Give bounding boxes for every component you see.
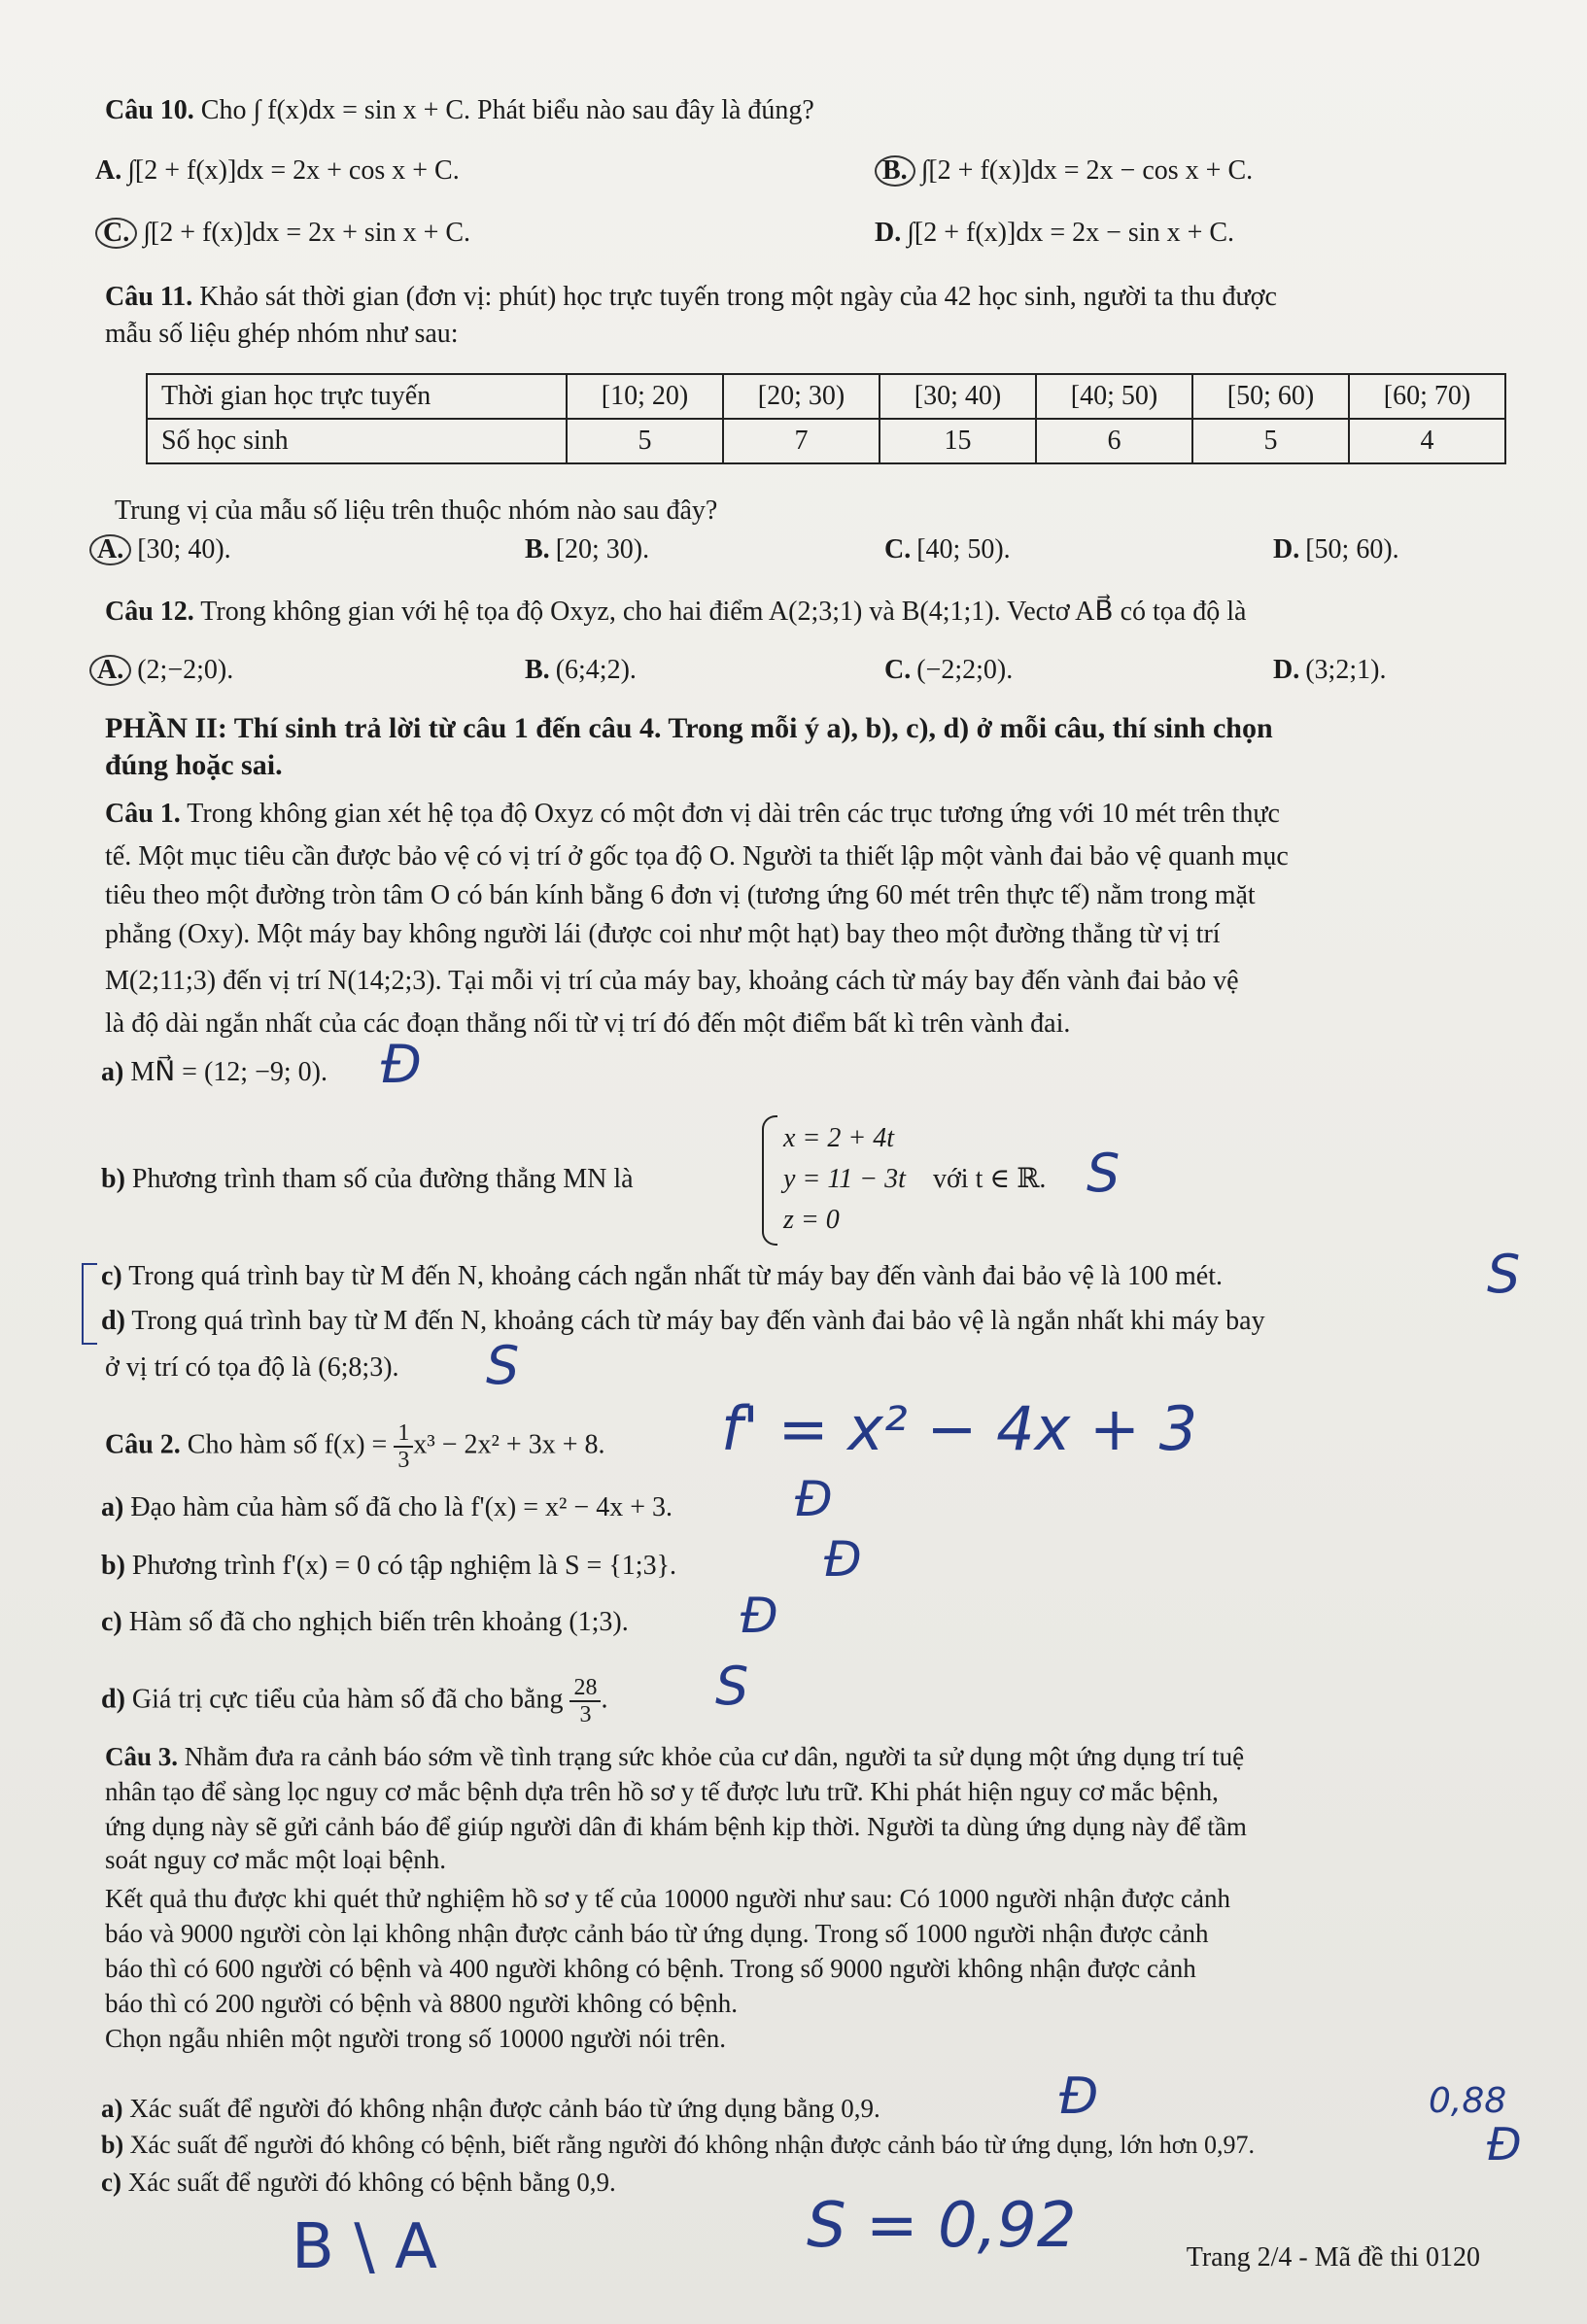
table-cell: 5 (567, 419, 723, 463)
handwritten-mark: Đ (1487, 2118, 1522, 2170)
part2-q3-line-2: nhân tạo để sàng lọc nguy cơ mắc bệnh dựa trên hồ sơ y tế được lưu trữ. Khi phát hiện nguy cơ mắc bệnh, (105, 1777, 1219, 1806)
param-eq-y: y = 11 − 3t (783, 1164, 906, 1194)
fraction: $\frac{28}{3}$ (569, 1675, 601, 1727)
q10-option-b[interactable]: B. ∫[2 + f(x)]dx = 2x − cos x + C. (875, 154, 1253, 188)
part2-q3-line-5: Kết quả thu được khi quét thử nghiệm hồ sơ y tế của 10000 người như sau: Có 1000 người nhận được cảnh (105, 1884, 1231, 1913)
handwritten-mark: S (486, 1335, 520, 1396)
part2-q1-statement-c[interactable]: c) Trong quá trình bay từ M đến N, khoảng cách ngắn nhất từ máy bay đến vành đai bảo vệ là 100 mét. (101, 1261, 1223, 1291)
part2-q2-stem: Câu 2. Cho hàm số f(x) = $\frac{1}{3}$ x³ − 2x² + 3x + 8. (105, 1420, 605, 1473)
q11-option-a[interactable]: A. [30; 40). (89, 532, 231, 567)
part2-q2-statement-c[interactable]: c) Hàm số đã cho nghịch biến trên khoảng (1;3). (101, 1607, 629, 1637)
part2-q1-statement-b[interactable]: b) Phương trình tham số của đường thẳng MN là (101, 1164, 634, 1194)
fraction: $\frac{1}{3}$ (394, 1420, 413, 1473)
handwritten-mark: S (1487, 1244, 1521, 1305)
part2-q1-statement-d[interactable]: d) Trong quá trình bay từ M đến N, khoảng cách từ máy bay đến vành đai bảo vệ là ngắn nhất khi máy bay (101, 1306, 1265, 1336)
part2-q1-line-4: phẳng (Oxy). Một máy bay không người lái (được coi như một hạt) bay theo một đường thẳng từ vị trí (105, 919, 1221, 949)
q10-option-c[interactable]: C. ∫[2 + f(x)]dx = 2x + sin x + C. (95, 216, 470, 251)
param-eq-x: x = 2 + 4t (783, 1123, 894, 1153)
handwritten-mark: Đ (795, 1471, 833, 1527)
table-cell: [10; 20) (567, 374, 723, 419)
part2-q1-line-2: tế. Một mục tiêu cần được bảo vệ có vị trí ở gốc tọa độ O. Người ta thiết lập một vành đai bảo vệ quanh mục (105, 841, 1289, 872)
table-cell: [30; 40) (880, 374, 1036, 419)
table-cell: [50; 60) (1192, 374, 1349, 419)
part2-q3-line-7: báo thì có 600 người có bệnh và 400 người không có bệnh. Trong số 9000 người không nhận được cảnh (105, 1954, 1196, 1983)
param-eq-z: z = 0 (783, 1205, 840, 1235)
handwritten-note: 0,88 (1429, 2081, 1507, 2121)
handwritten-note: f' = x² − 4x + 3 (721, 1393, 1198, 1464)
part2-q3-line-9: Chọn ngẫu nhiên một người trong số 10000 người nói trên. (105, 2024, 727, 2053)
part2-q3-line-1: Câu 3. Nhằm đưa ra cảnh báo sớm về tình trạng sức khỏe của cư dân, người ta sử dụng một ứng dụng trí tuệ (105, 1742, 1245, 1771)
table-row (147, 374, 1505, 419)
param-domain: với t ∈ ℝ. (933, 1164, 1047, 1194)
question-11-prompt: Trung vị của mẫu số liệu trên thuộc nhóm nào sau đây? (115, 496, 718, 526)
q11-option-d[interactable]: D. [50; 60). (1273, 534, 1399, 564)
table-cell: [60; 70) (1349, 374, 1505, 419)
q12-option-d[interactable]: D. (3;2;1). (1273, 655, 1387, 685)
handwritten-note: S = 0,92 (807, 2190, 1077, 2262)
question-10-stem: Câu 10. Cho ∫ f(x)dx = sin x + C. Phát biểu nào sau đây là đúng? (105, 95, 814, 125)
table-header-cell: Thời gian học trực tuyến (147, 374, 567, 419)
table-cell: [40; 50) (1036, 374, 1192, 419)
part2-q1-line-6: là độ dài ngắn nhất của các đoạn thẳng nối từ vị trí đó đến một điểm bất kì trên vành đai. (105, 1008, 1071, 1039)
grouped-data-table (146, 373, 1506, 464)
part2-q3-statement-b[interactable]: b) Xác suất để người đó không có bệnh, biết rằng người đó không nhận được cảnh báo từ ứng dụng, lớn hơn 0,97. (101, 2131, 1255, 2159)
handwritten-mark: S (1087, 1143, 1121, 1204)
handwritten-mark: Đ (741, 1588, 778, 1644)
table-cell: 6 (1036, 419, 1192, 463)
handwritten-mark: Đ (381, 1034, 422, 1095)
part2-q3-line-4: soát nguy cơ mắc một loại bệnh. (105, 1845, 446, 1874)
part2-q1-statement-a[interactable]: a) MN⃗ = (12; −9; 0). (101, 1057, 328, 1087)
part2-q1-line-1: Câu 1. Trong không gian xét hệ tọa độ Oxyz có một đơn vị dài trên các trục tương ứng với 10 mét trên thực (105, 799, 1280, 829)
table-cell: [20; 30) (723, 374, 880, 419)
table-header-cell: Số học sinh (147, 419, 567, 463)
handwritten-mark: S (715, 1656, 749, 1717)
part2-q1-line-5: M(2;11;3) đến vị trí N(14;2;3). Tại mỗi vị trí của máy bay, khoảng cách từ máy bay đến vành đai bảo vệ (105, 966, 1239, 996)
q12-option-a[interactable]: A. (2;−2;0). (89, 653, 233, 688)
page-footer: Trang 2/4 - Mã đề thi 0120 (1186, 2242, 1480, 2273)
part2-q3-statement-c[interactable]: c) Xác suất để người đó không có bệnh bằng 0,9. (101, 2168, 616, 2197)
part-2-heading-line-1: PHẦN II: Thí sinh trả lời từ câu 1 đến câu 4. Trong mỗi ý a), b), c), d) ở mỗi câu, thí sinh chọn (105, 712, 1273, 744)
q12-option-c[interactable]: C. (−2;2;0). (884, 655, 1014, 685)
table-cell: 7 (723, 419, 880, 463)
handwritten-note: B \ A (292, 2211, 437, 2283)
question-11-stem-line-2: mẫu số liệu ghép nhóm như sau: (105, 319, 459, 349)
q11-option-b[interactable]: B. [20; 30). (525, 534, 650, 564)
table-row (147, 419, 1505, 463)
handwritten-mark: Đ (1059, 2068, 1099, 2126)
part-2-heading-line-2: đúng hoặc sai. (105, 749, 283, 781)
table-cell: 5 (1192, 419, 1349, 463)
handwritten-mark: Đ (824, 1531, 862, 1588)
question-11-stem-line-1: Câu 11. Khảo sát thời gian (đơn vị: phút) học trực tuyến trong một ngày của 42 học sinh, người ta thu được (105, 282, 1277, 312)
part2-q3-line-3: ứng dụng này sẽ gửi cảnh báo để giúp người dân đi khám bệnh kịp thời. Người ta dùng ứng dụng này để tầm (105, 1812, 1247, 1841)
q10-option-d[interactable]: D. ∫[2 + f(x)]dx = 2x − sin x + C. (875, 218, 1235, 248)
part2-q2-statement-a[interactable]: a) Đạo hàm của hàm số đã cho là f'(x) = x² − 4x + 3. (101, 1492, 673, 1522)
q12-option-b[interactable]: B. (6;4;2). (525, 655, 637, 685)
part2-q1-statement-d-cont: ở vị trí có tọa độ là (6;8;3). (105, 1352, 399, 1383)
q11-option-c[interactable]: C. [40; 50). (884, 534, 1011, 564)
part2-q1-line-3: tiêu theo một đường tròn tâm O có bán kính bằng 6 đơn vị (tương ứng 60 mét trên thực tế) nằm trong mặt (105, 880, 1256, 910)
part2-q2-statement-d[interactable]: d) Giá trị cực tiểu của hàm số đã cho bằng $\frac{28}{3}$ . (101, 1675, 608, 1727)
part2-q3-statement-a[interactable]: a) Xác suất để người đó không nhận được cảnh báo từ ứng dụng bằng 0,9. (101, 2094, 880, 2123)
table-cell: 4 (1349, 419, 1505, 463)
table-cell: 15 (880, 419, 1036, 463)
handwritten-bracket (82, 1263, 97, 1345)
part2-q3-line-8: báo thì có 200 người có bệnh và 8800 người không có bệnh. (105, 1989, 738, 2018)
question-12-stem: Câu 12. Trong không gian với hệ tọa độ Oxyz, cho hai điểm A(2;3;1) và B(4;1;1). Vectơ AB⃗ có tọa độ là (105, 597, 1247, 627)
q10-option-a[interactable]: A. ∫[2 + f(x)]dx = 2x + cos x + C. (95, 155, 460, 186)
part2-q2-statement-b[interactable]: b) Phương trình f'(x) = 0 có tập nghiệm là S = {1;3}. (101, 1551, 677, 1581)
system-brace (762, 1115, 777, 1246)
part2-q3-line-6: báo và 9000 người còn lại không nhận được cảnh báo từ ứng dụng. Trong số 1000 người nhận được cảnh (105, 1919, 1209, 1948)
